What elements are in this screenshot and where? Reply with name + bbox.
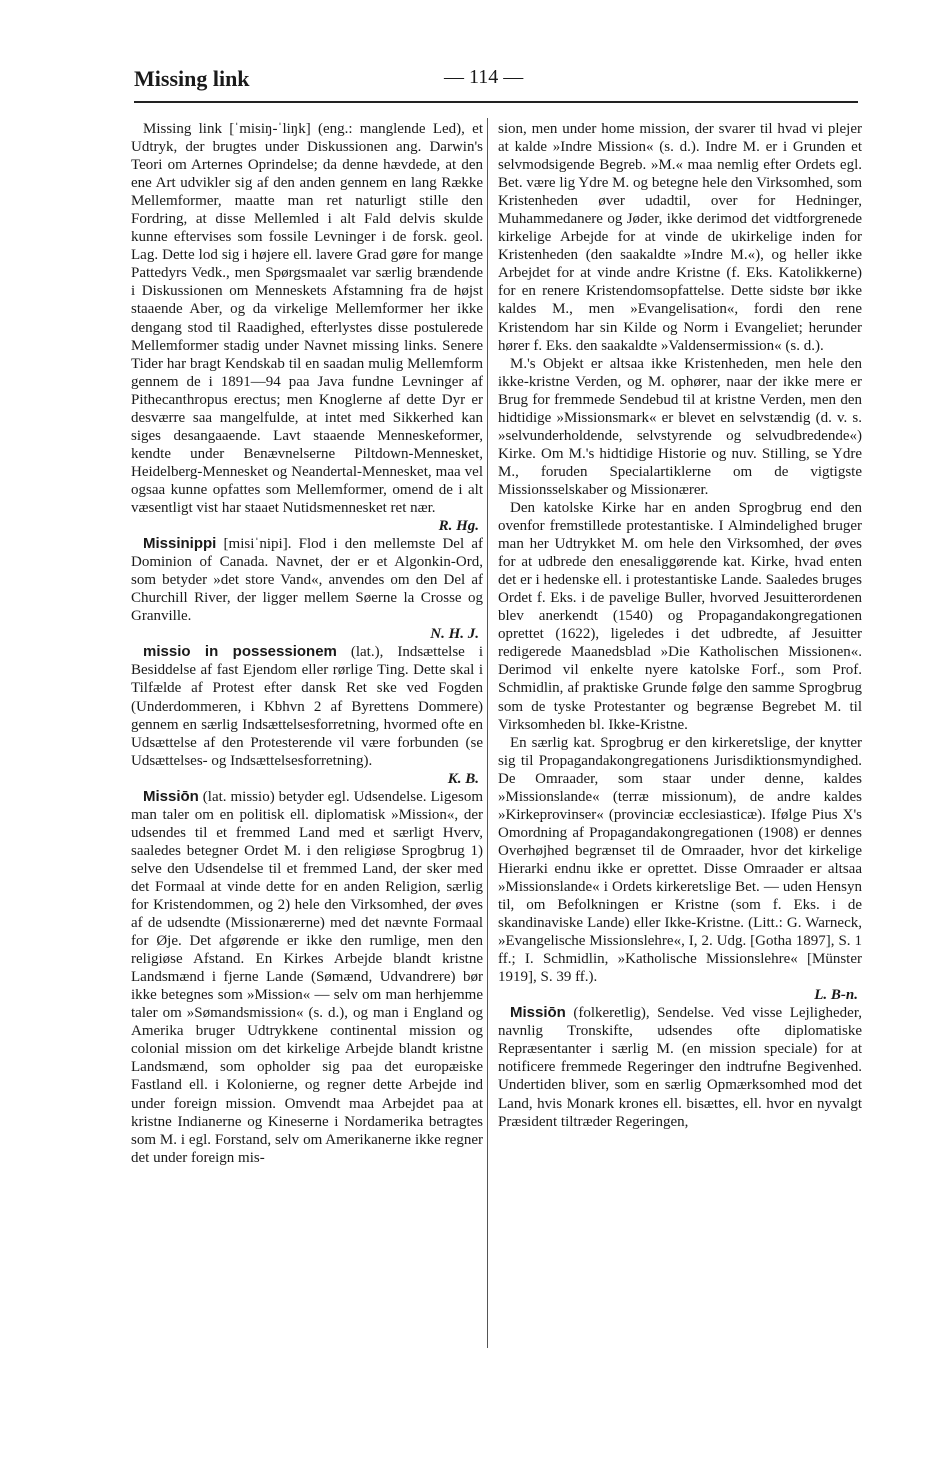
- entry-text: [ˈmisiŋ-ˈliŋk] (eng.: manglende Led), et Udtryk, der brugtes under Diskussionen ang. Darwin's Teori om Arternes Oprindelse; da denne hævdede, at den ene Art udvikler sig af den anden gennem en lang Række Mellemformer, maatte man ret naturligt stille den Fordring, at disse Mellemled i alt Fald delvis skulde kunne eftervises som fossile Levninger i de forsk. geol. Lag. Dette lod sig i højere ell. lavere Grad gøre for mange Pattedyrs Vedk., men Spørgsmaalet var særlig brændende i Diskussionen om Menneskets Afstamning fra de højst staaende Aber, og da virkelige Mellemformer her ikke dengang stod til Raadighed, efterlystes disse postulerede Mellemformer stadig under Navnet missing links. Senere Tider har bragt Kendskab til en saadan mulig Mellemform gennem de i 1891—94 paa Java fundne Levninger af Pithecanthropus erectus; men Knoglerne af dette Dyr er desværre saa mangelfulde, at intet med Sikkerhed kan siges desangaaende. Lavt staaende Menneskeformer, kendte under Benævnelserne Piltdown-Mennesket, Heidelberg-Mennesket og Neandertal-Mennesket, maa vel ogsaa kunne opfattes som Mellemformer, omend de i alt væsentligt vist har staaet Nutidsmennesket ret nær.: [131, 121, 484, 516]
- paragraph-text: En særlig kat. Sprogbrug er den kirkeretslige, der knytter sig til Propagandakongregationens Jurisdiktionsmyndighed. De Omraader, som staar under denne, kaldes »Missionslande« (terræ missionum), de andre kaldes »Kirkeprovinser« (provinciæ ecclesiasticæ). Ifølge Pius X's Omordning af Propagandakongregationen (1908) er dennes Overhøjhed begrænset til de Omraader, hvor det kirkelige Hierarki endnu ikke er oprettet. Disse Omraader er altsaa »Missionslande« i Ordets kirkeretslige Bet. — uden Hensyn til, om Befolkningen er Kristne (som f. Eks. i de skandinaviske Lande) eller Ikke-Kristne. (Litt.: G. Warneck, »Evangelische Missionslehre«, I, 2. Udg. [Gotha 1897], S. 1 ff.; I. Schmidlin, »Katholische Missionslehre« [Münster 1919], S. 39 ff.).: [498, 734, 862, 986]
- entry-mission: [131, 788, 483, 1167]
- right-column: [498, 120, 862, 1131]
- entry-missinippi: [131, 535, 483, 643]
- entry-headword: missio in possessionem: [143, 643, 337, 661]
- running-head: Missing link: [134, 66, 250, 91]
- entry-mission-diplomatic: [498, 1004, 862, 1130]
- header-rule: [134, 101, 858, 103]
- author-signature: N. H. J.: [430, 626, 479, 643]
- entry-headword: Missiōn: [510, 1004, 566, 1022]
- entry-text: (folkeretlig), Sendelse. Ved visse Lejligheder, navnlig Tronskifte, udsendes ofte diplomatiske Repræsentanter i særlig M. (en mission speciale) for at notificere fremmede Regeringer den indtrufne Begivenhed. Undertiden bliver, som en særlig Opmærksomhed mod det Land, hvis Monark krones ell. bisættes, ell. hvor en nyvalgt Præsident tiltræder Regeringen,: [498, 1005, 862, 1130]
- author-signature: L. B-n.: [814, 987, 858, 1004]
- entry-headword: Missinippi: [143, 535, 217, 553]
- entry-headword: Missiōn: [143, 787, 199, 805]
- paragraph-catholic: Den katolske Kirke har en anden Sprogbrug end den ovenfor fremstillede protestantiske. I Almindelighed bruger man her Udtrykket M. om hele den Virksomhed, der øves for at udbrede den enesaliggørende kat. Kirke, hvad enten det er i hedenske ell. i protestantiske Lande. Saaledes bruges Ordet f. Eks. i de pavelige Buller, hvorved Jesuitterordenen blev anerkendt (1540) og Propagandakongregationen oprettet (1622), ligeledes i det udbredte, af Jesuitter redigerede Maanedsblad »Die Katholischen Missionen«. Derimod vil enkelte nyere katolske Forf., som Prof. Schmidlin, af praktiske Grunde følge den samme Sprogbrug som de tyske Protestanter og begrænse Begrebet M. til Virksomheden bl. Ikke-Kristne.: [498, 499, 862, 733]
- paragraph-object: M.'s Objekt er altsaa ikke Kristenheden, men hele den ikke-kristne Verden, og M. ophører, naar der ikke mere er Brug for fremmede Sendebud til at kristne Verden, men den hidtidige »Missionsmark« er blevet en selvstændig (d. v. s. »selvunderholdende, selvstyrende og selvudbredende«) Kirke. Om M.'s hidtidige Historie og nuv. Stilling, se Ydre M., foruden Specialartiklerne om de vigtigste Missionsselskaber og Missionærer.: [498, 355, 862, 498]
- entry-text: (lat. missio) betyder egl. Udsendelse. Ligesom man taler om en politisk ell. diplomatisk »Mission«, der udsendes til et fremmed Land med et særligt Hverv, saaledes betegner Ordet M. i den religiøse Sprogbrug 1) selve den Udsendelse til et fremmed Land, der sker med det Formaal at vinde dette for en anden Religion, særlig for Kristendommen, og 2) hele den Virksomhed, der øves af de udsendte (Missionærerne) med det nævnte Formaal for Øje. Det afgørende er ikke den rumlige, men den religiøse Afstand. En Kirkes Arbejde blandt kristne Landsmænd i fjerne Lande (Sømænd, Udvandrere) bør ikke betegnes som »Mission« — selv om man herhjemme taler om »Sømandsmission« (s. d.), og man i England og Amerika bruger Udtrykkene continental mission og colonial mission om det kirkelige Arbejde blandt kristne Landsmænd, som opholder sig paa det europæiske Fastland ell. i Kolonierne, og regner dette Arbejde ind under foreign mission. Omvendt maa Arbejdet paa at kristne Indianerne og Kineserne i Nordamerika betragtes som M. i egl. Forstand, selv om Amerikanerne ikke regner det under foreign mis-: [131, 788, 483, 1166]
- entry-missio: [131, 643, 483, 787]
- page-header: [134, 66, 854, 100]
- author-signature: R. Hg.: [438, 518, 479, 535]
- entry-headword: Missing link: [143, 121, 222, 137]
- entry-text: (lat.), Indsættelse i Besiddelse af fast Ejendom eller rørlige Ting. Dette skal i Tilfælde af Protest efter dansk Ret ske ved Fogden (Underdommeren, i Kbhvn 2 af Byrettens Dommere) gennem en særlig Indsættelsesforretning, hvormed ofte en Udsættelse af den Protesterende vil være forbunden (se Udsættelses- og Indsættelsesforretning).: [131, 644, 483, 769]
- entry-text: [misiˈnipi]. Flod i den mellemste Del af Dominion of Canada. Navnet, der er et Algonkin-Ord, som betyder »det store Vand«, anvendes om den Del af Churchill River, der ligger mellem Søerne la Crosse og Granville.: [131, 536, 483, 625]
- page-number: — 114 —: [444, 66, 524, 88]
- left-column: [131, 120, 483, 1167]
- entry-missing-link: [131, 120, 483, 535]
- author-signature: K. B.: [447, 770, 479, 787]
- paragraph-continuation: sion, men under home mission, der svarer til hvad vi plejer at kalde »Indre Mission« (s. d.). Indre M. er i Grunden et selvmodsigende Begreb. »M.« maa nemlig efter Ordets egl. Bet. være lig Ydre M. og betegne hele den Virksomhed, som Kristenheden øver udadtil, over for Hedninger, Muhammedanere og Jøder, ikke derimod det vidtforgrenede kirkelige Arbejde for at vinde de ukirkelige inden for Kristenheden (den saakaldte »Indre M.«), og heller ikke Arbejdet for at vinde andre Kristne (f. Eks. Katolikkerne) for en renere Kristendomsopfattelse. Dette sidste bør ikke kaldes M., men »Evangelisation«, fordi den rene Kristendom har sin Kilde og Norm i Evangeliet; herunder hører f. Eks. den saakaldte »Valdensermission« (s. d.).: [498, 121, 862, 354]
- column-divider: [487, 118, 488, 1348]
- paragraph-canon-law: [498, 734, 862, 1005]
